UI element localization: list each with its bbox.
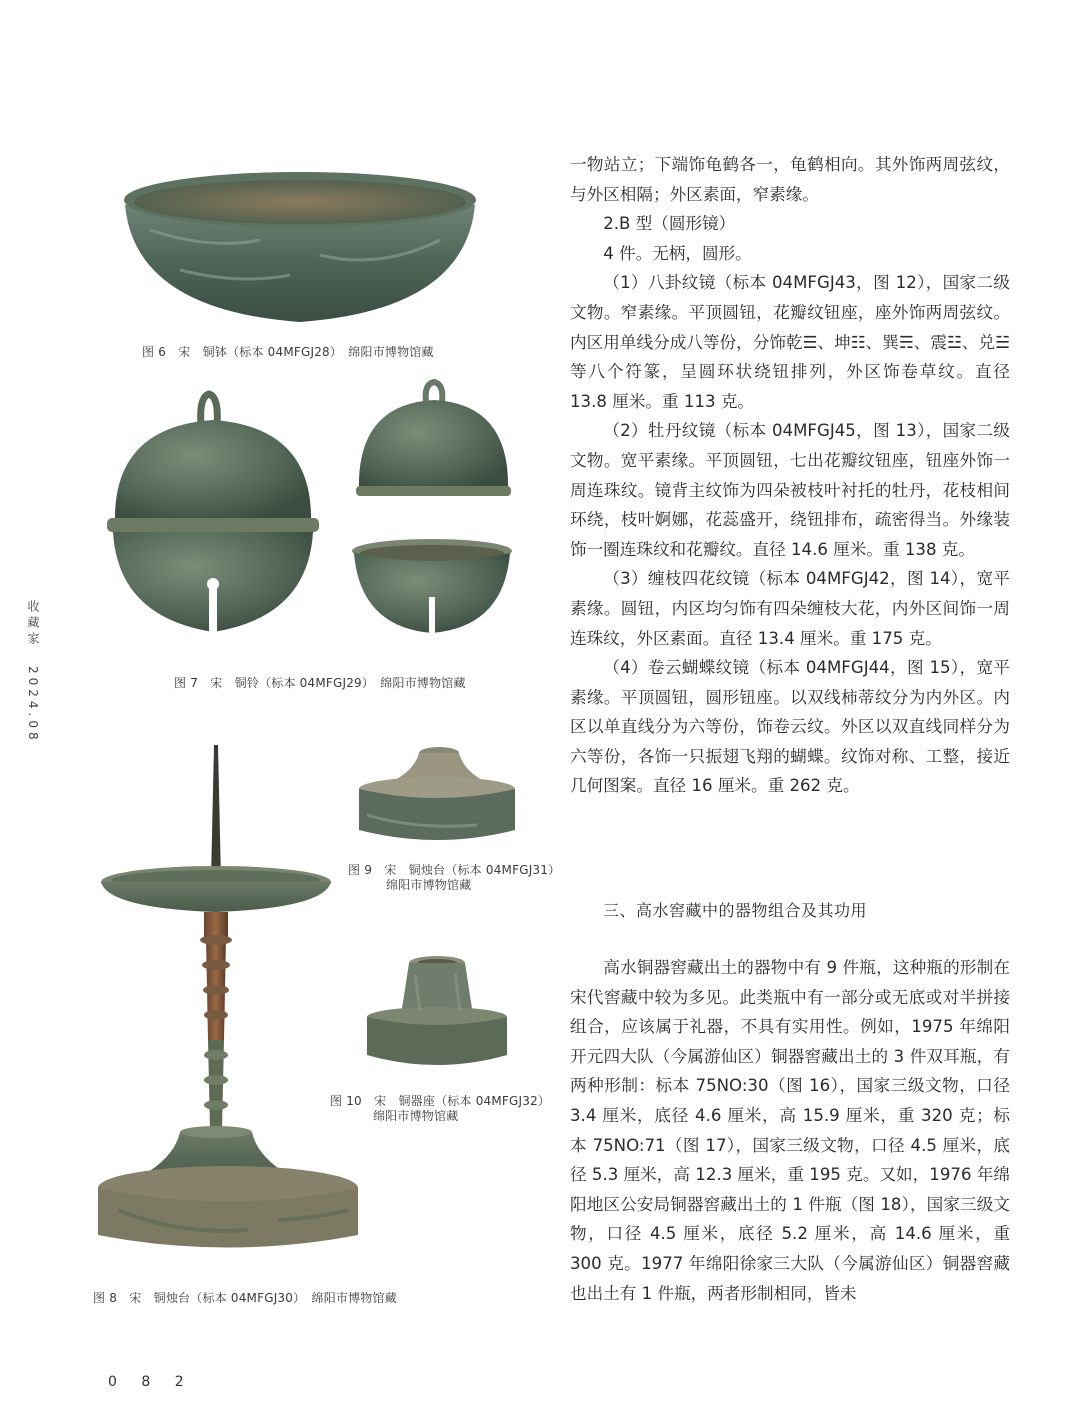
page-number: 0 8 2 bbox=[108, 1374, 194, 1390]
article-text-block-1 bbox=[570, 150, 1010, 801]
figure-10-caption-line2: 绵阳市博物馆藏 bbox=[373, 1109, 459, 1123]
magazine-name: 收藏家 bbox=[26, 600, 40, 648]
figure-9-bronze-candle-holder bbox=[357, 745, 517, 850]
article-text-block-2 bbox=[570, 953, 1010, 1308]
figure-8-bronze-candlestick bbox=[98, 740, 363, 1285]
paragraph-mirror-3: （3）缠枝四花纹镜（标本 04MFGJ42，图 14），宽平素缘。圆钮，内区均匀饰有四朵缠枝大花，内外区间饰一周连珠纹，外区素面。直径 13.4 厘米。重 175 克。 bbox=[570, 569, 1010, 648]
figure-6-caption: 图 6 宋 铜钵（标本 04MFGJ28） 绵阳市博物馆藏 bbox=[142, 345, 434, 359]
figure-7-bell-bottom-half bbox=[350, 537, 515, 637]
figure-8-caption: 图 8 宋 铜烛台（标本 04MFGJ30） 绵阳市博物馆藏 bbox=[93, 1291, 397, 1305]
magazine-issue: 2024.08 bbox=[26, 665, 40, 744]
figure-7-bell-top-half bbox=[356, 382, 511, 497]
paragraph: 4 件。无柄，圆形。 bbox=[603, 243, 752, 263]
figure-9-caption-line1: 图 9 宋 铜烛台（标本 04MFGJ31） bbox=[348, 863, 561, 877]
figure-7-bronze-bell bbox=[103, 392, 323, 637]
paragraph-mirror-4: （4）卷云蝴蝶纹镜（标本 04MFGJ44，图 15），宽平素缘。平顶圆钮，圆形钮座。以双线柿蒂纹分为内外区。内区以单直线分为六等份，饰卷云纹。外区以双直线同样分为六等份，各饰一只振翅飞翔的蝴蝶。纹饰对称、工整，接近几何图案。直径 16 厘米。重 262 克。 bbox=[570, 658, 1010, 796]
magazine-sidebar bbox=[22, 600, 42, 743]
figure-6-bronze-bowl bbox=[120, 160, 480, 330]
section-heading: 三、高水窖藏中的器物组合及其功用 bbox=[603, 901, 868, 920]
subheading-b-type: 2.B 型（圆形镜） bbox=[603, 214, 736, 234]
figure-10-bronze-vessel-stand bbox=[365, 955, 515, 1075]
paragraph-vases: 高水铜器窖藏出土的器物中有 9 件瓶，这种瓶的形制在宋代窖藏中较为多见。此类瓶中有一部分或无底或对半拼接组合，应该属于礼器，不具有实用性。例如，1975 年绵阳开元四大队（今属游仙区）铜器窖藏出土的 3 件双耳瓶，有两种形制：标本 75NO:30（图 16），国家三级文物，口径 3.4 厘米，底径 4.6 厘米，高 15.9 厘米，重 320 克；标本 75NO:71（图 17），国家三级文物，口径 4.5 厘米，底径 5.3 厘米，高 12.3 厘米，重 195 克。又如，1976 年绵阳地区公安局铜器窖藏出土的 1 件瓶（图 18），国家三级文物，口径 4.5 厘米，底径 5.2 厘米，高 14.6 厘米，重 300 克。1977 年绵阳徐家三大队（今属游仙区）铜器窖藏也出土有 1 件瓶，两者形制相同，皆未 bbox=[570, 958, 1010, 1303]
paragraph-mirror-1: （1）八卦纹镜（标本 04MFGJ43，图 12），国家二级文物。窄素缘。平顶圆钮，花瓣纹钮座，座外饰两周弦纹。内区用单线分成八等份，分饰乾☰、坤☷、巽☴、震☳、兑☱等八个符篆，呈圆环状绕钮排列，外区饰卷草纹。直径 13.8 厘米。重 113 克。 bbox=[570, 273, 1010, 411]
paragraph-mirror-2: （2）牡丹纹镜（标本 04MFGJ45，图 13），国家二级文物。宽平素缘。平顶圆钮，七出花瓣纹钮座，钮座外饰一周连珠纹。镜背主纹饰为四朵被枝叶衬托的牡丹，花枝相间环绕，枝叶婀娜，花蕊盛开，绕钮排布，疏密得当。外缘装饰一圈连珠纹和花瓣纹。直径 14.6 厘米。重 138 克。 bbox=[570, 421, 1010, 559]
figure-7-caption: 图 7 宋 铜铃（标本 04MFGJ29） 绵阳市博物馆藏 bbox=[174, 676, 466, 690]
figure-10-caption-line1: 图 10 宋 铜器座（标本 04MFGJ32） bbox=[330, 1094, 551, 1108]
paragraph: 一物站立；下端饰龟鹤各一，龟鹤相向。其外饰两周弦纹，与外区相隔；外区素面，窄素缘。 bbox=[570, 155, 1010, 204]
figure-9-caption-line2: 绵阳市博物馆藏 bbox=[386, 878, 472, 892]
